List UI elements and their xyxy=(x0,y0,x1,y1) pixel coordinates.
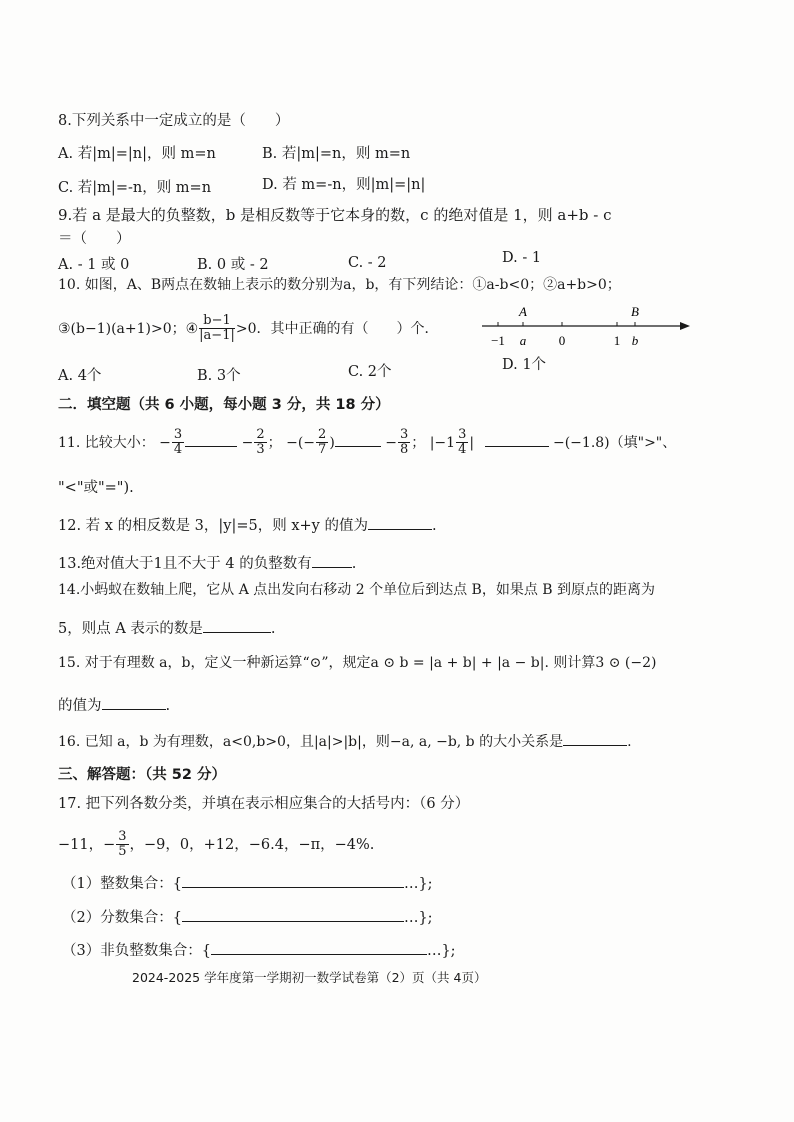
q17-numbers xyxy=(58,830,374,860)
q13 xyxy=(58,555,356,572)
q9-stem: 9.若 a 是最大的负整数，b 是相反数等于它本身的数，c 的绝对值是 1，则 a+b - c xyxy=(58,206,612,224)
q10-line2 xyxy=(58,314,439,344)
q17-s2-blank[interactable] xyxy=(182,909,404,922)
label-1: 1 xyxy=(613,333,621,348)
q17-set-fractions xyxy=(62,909,433,926)
q11-mixed-den: 4 xyxy=(458,442,467,458)
section-3-heading: 三、解答题：（共 52 分） xyxy=(58,767,227,783)
number-line xyxy=(478,300,694,356)
section-2-heading: 二．填空题（共 6 小题，每小题 3 分，共 18 分） xyxy=(58,397,390,413)
q11-pre: 11. 比较大小： xyxy=(58,434,155,451)
q17-s3-label: （3）非负整数集合：{ xyxy=(62,943,211,959)
page-footer: 2024-2025 学年度第一学期初一数学试卷第（2）页（共 4页） xyxy=(132,970,487,985)
q11-paren-open: −(− xyxy=(286,434,316,451)
q10-frac-num: b−1 xyxy=(199,314,235,329)
q12 xyxy=(58,517,437,534)
q11-frac3-num: 2 xyxy=(318,427,327,442)
q11-blank1[interactable] xyxy=(185,434,237,447)
q11-frac2 xyxy=(254,428,266,458)
q10-frac-den: |a−1| xyxy=(199,328,235,344)
q17-frac xyxy=(116,830,128,860)
q12-blank[interactable] xyxy=(368,517,432,530)
label-minus1: −1 xyxy=(491,333,505,348)
q11-minus2: − xyxy=(241,434,254,451)
q11-minus5: − xyxy=(552,434,565,451)
q11-sep2: ； xyxy=(411,434,426,451)
q17-s3-blank[interactable] xyxy=(211,942,427,955)
q10-fraction xyxy=(199,314,235,344)
q9-option-c: C. - 2 xyxy=(348,255,387,271)
q11-mixed-pre: |−1 xyxy=(429,434,456,451)
q11-paren-close: ) xyxy=(329,434,335,451)
q11-frac3 xyxy=(316,428,328,458)
q8-option-c: C. 若|m|=-n，则 m=n xyxy=(58,180,212,196)
q11-frac2-den: 3 xyxy=(256,442,265,458)
label-A: A xyxy=(519,304,527,319)
q17-s1-blank[interactable] xyxy=(182,875,404,888)
q9-stem-cont: ＝（ ） xyxy=(58,231,131,247)
q12-text: 12. 若 x 的相反数是 3，|y|=5，则 x+y 的值为 xyxy=(58,518,368,534)
q10-stem: 10. 如图，A、B两点在数轴上表示的数分别为a，b，有下列结论：①a-b<0；②a+b>0； xyxy=(58,277,621,293)
q9-option-b: B. 0 或 - 2 xyxy=(197,257,269,273)
q8-option-d: D. 若 m=-n，则|m|=|n| xyxy=(262,177,426,193)
label-0: 0 xyxy=(558,333,566,348)
q17-set-integers xyxy=(62,875,433,892)
q11-line2: "<"或"="). xyxy=(58,480,134,496)
q11-frac2-num: 2 xyxy=(256,427,265,442)
q17-nums-post: ，−9，0，+12，−6.4，−π，−4%. xyxy=(129,836,375,853)
q11-frac4-den: 8 xyxy=(399,442,409,458)
q17-frac-den: 5 xyxy=(118,844,127,860)
q13-dot: . xyxy=(351,556,357,572)
q16-text: 16. 已知 a，b 为有理数，a<0,b>0，且|a|>|b|，则−a, a, −b, b 的大小关系是 xyxy=(58,734,564,750)
q11-line1 xyxy=(58,428,676,458)
q9-option-d: D. - 1 xyxy=(502,250,542,266)
q15-line1: 15. 对于有理数 a，b，定义一种新运算“⊙”，规定a ⊙ b = |a + b| + |a − b|. 则计算3 ⊙ (−2) xyxy=(58,655,657,671)
q10-option-b: B. 3个 xyxy=(197,368,241,384)
label-b: b xyxy=(631,333,639,348)
q12-dot: . xyxy=(431,518,437,534)
label-a: a xyxy=(519,333,527,348)
q11-frac4 xyxy=(398,428,410,458)
q17-set-nonneg-integers xyxy=(62,942,456,959)
q8-stem: 8.下列关系中一定成立的是（ ） xyxy=(58,113,290,129)
q14-line2 xyxy=(58,620,276,637)
q11-blank3[interactable] xyxy=(485,434,549,447)
q17-s2-end: …}; xyxy=(403,910,433,926)
q10-option-c: C. 2个 xyxy=(348,364,392,380)
q11-minus4: − xyxy=(385,434,397,451)
q8-option-a: A. 若|m|=|n|，则 m=n xyxy=(58,146,216,162)
q17-nums-pre: −11，− xyxy=(58,836,116,853)
q11-mixed-num: 3 xyxy=(458,427,467,442)
q11-frac1 xyxy=(172,428,184,458)
q15-blank[interactable] xyxy=(102,697,166,710)
q17-stem: 17. 把下列各数分类，并填在表示相应集合的大括号内：（6 分） xyxy=(58,796,470,812)
q14-dot: . xyxy=(270,621,276,637)
q11-mixed-post: | xyxy=(469,434,475,451)
q17-s3-end: …}; xyxy=(426,943,456,959)
q11-frac1-num: 3 xyxy=(173,427,183,442)
q14-line2-text: 5，则点 A 表示的数是 xyxy=(58,621,203,637)
q10-option-a: A. 4个 xyxy=(58,368,102,384)
q14-line1: 14.小蚂蚁在数轴上爬，它从 A 点出发向右移动 2 个单位后到达点 B，如果点 B 到原点的距离为 xyxy=(58,582,656,598)
q11-frac3-den: 7 xyxy=(318,442,327,458)
q10-option-d: D. 1个 xyxy=(502,357,547,373)
q11-blank2[interactable] xyxy=(335,434,381,447)
q17-s1-label: （1）整数集合：{ xyxy=(62,876,182,892)
q16-dot: . xyxy=(627,734,632,750)
q17-s2-label: （2）分数集合：{ xyxy=(62,910,182,926)
q11-minus1: − xyxy=(159,434,171,451)
label-B: B xyxy=(631,304,639,319)
q17-frac-num: 3 xyxy=(118,829,127,844)
q14-blank[interactable] xyxy=(203,620,271,633)
q15-line2-text: 的值为 xyxy=(58,698,102,714)
q17-s1-end: …}; xyxy=(403,876,433,892)
q13-blank[interactable] xyxy=(312,555,352,568)
q16-blank[interactable] xyxy=(563,733,627,746)
q13-text: 13.绝对值大于1且不大于 4 的负整数有 xyxy=(58,556,312,572)
q11-tail: (−1.8)（填">"、 xyxy=(564,434,677,451)
q15-line2 xyxy=(58,697,170,714)
q10-line2-pre: ③(b−1)(a+1)>0；④ xyxy=(58,320,199,337)
q16 xyxy=(58,733,632,749)
q11-frac1-den: 4 xyxy=(173,442,183,458)
q15-dot: . xyxy=(165,698,171,714)
number-line-arrow xyxy=(680,322,690,330)
q11-sep1: ； xyxy=(267,434,282,451)
q11-frac4-num: 3 xyxy=(399,427,409,442)
q11-mixed-frac xyxy=(456,428,468,458)
q9-option-a: A. - 1 或 0 xyxy=(58,257,130,273)
q8-option-b: B. 若|m|=n，则 m=n xyxy=(262,146,411,162)
q10-line2-post: >0．其中正确的有（ ）个． xyxy=(235,320,439,337)
